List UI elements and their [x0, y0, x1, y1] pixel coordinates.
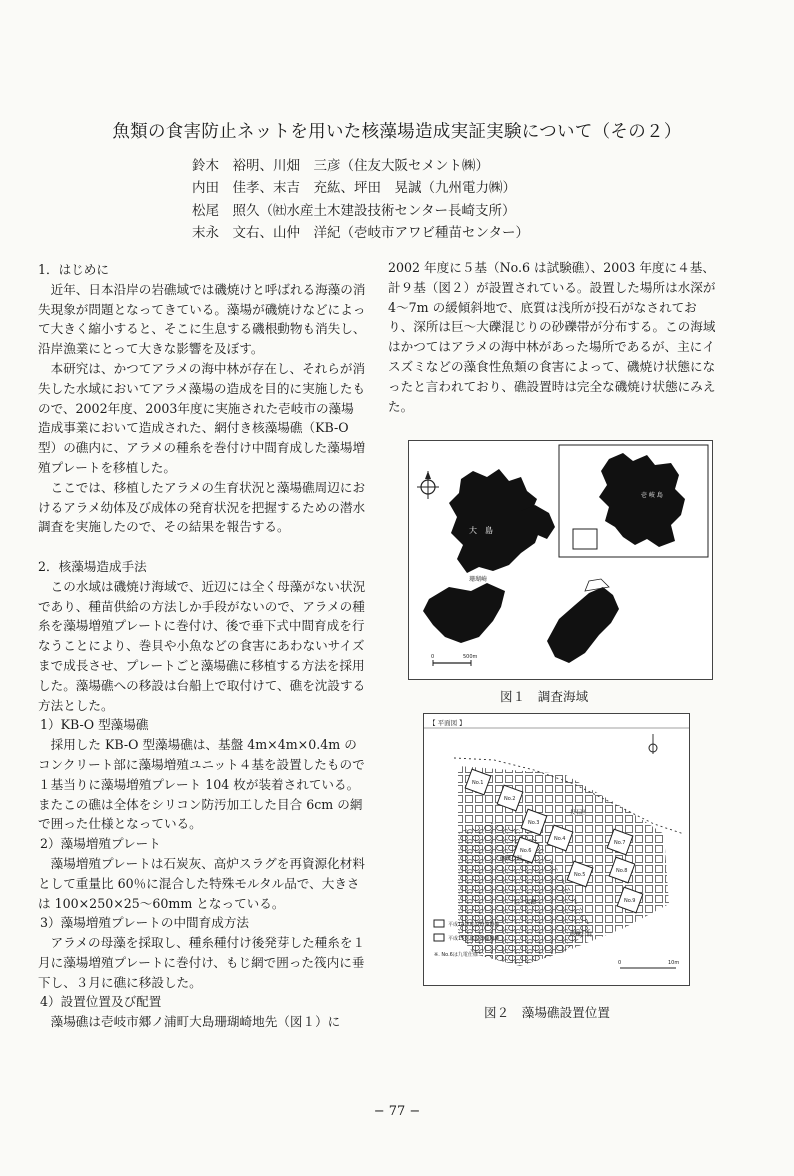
paragraph: アラメの母藻を採取し、種糸種付け後発芽した種糸を１月に藻場増殖プレートに巻付け、もじ網で囲った筏内に垂下し、３月に礁に移設した。 — [38, 935, 366, 990]
zone-label-kyoreki: 巨〜大礫 — [514, 900, 537, 906]
subsection-heading: 2）藻場増殖プレート — [40, 836, 161, 852]
paragraph: ここでは、移植したアラメの生育状況と藻場礁周辺におけるアラメ幼体及び成体の発育状況を把握するための潜水調査を実施したので、その結果を報告する。 — [38, 479, 366, 535]
figure2-caption: 図２ 藻場礁設置位置 — [484, 1005, 610, 1020]
svg-text:No.1: No.1 — [472, 780, 484, 786]
paragraph: 採用した KB-O 型藻場礁は、基盤 4m×4m×0.4m のコンクリート部に藻場増殖ユニット４基を設置したもので１基当りに藻場増殖プレート 104 枚が装着されている。またこの礁は全体をシリコン防汚加工した目合 6cm の網で囲った仕様となっている。 — [38, 737, 365, 832]
label-iki: 壱 岐 島 — [641, 492, 663, 499]
section-heading: 1．はじめに — [38, 262, 109, 277]
paragraph: この水域は磯焼け海域で、近辺には全く母藻がない状況であり、種苗供給の方法しか手段がないので、アラメの種糸を藻場増殖プレートに巻付け、後で垂下式中間育成を行なうことにより、巻貝や小魚などの食害にあわないサイズまで成長させ、プレートごと藻場礁に移植する方法を採用した。藻場礁への移設は台船上で取付けて、礁を沈設する方法とした。 — [38, 578, 366, 713]
paragraph: 藻場増殖プレートは石炭灰、高炉スラグを再資源化材料として重量比 60％に混合した特殊モルタル品で、大きさは 100×250×25〜60mm となっている。 — [38, 855, 365, 911]
section-heading: 2．核藻場造成手法 — [38, 558, 147, 574]
zone-label-sareki: 砂礫石混 — [500, 856, 523, 862]
paragraph: 近年、日本沿岸の岩礁域では磯焼けと呼ばれる海藻の消失現象が問題となってきている。藻場が磯焼けなどによって大きく縮小すると、そこに生息する磯根動物も消失し、沿岸漁業にとって大きな影響を及ぼす。 — [38, 281, 366, 357]
svg-text:No.9: No.9 — [624, 898, 636, 904]
subsection-heading: 3）藻場増殖プレートの中間育成方法 — [40, 915, 250, 931]
svg-text:No.5: No.5 — [574, 872, 586, 878]
label-sangozaki: 珊瑚崎 — [469, 576, 488, 583]
plan-graphic — [424, 714, 689, 985]
zone-label-toseki: 投石区 — [570, 810, 587, 816]
island-southwest-shape — [423, 583, 505, 643]
compass-icon — [417, 471, 439, 499]
label-oshima: 大 島 — [469, 526, 493, 535]
svg-text:No.7: No.7 — [614, 840, 626, 846]
svg-text:No.3: No.3 — [528, 820, 540, 826]
svg-text:No.8: No.8 — [616, 868, 628, 874]
author-line: 末永 文右、山仲 洋紀（壱岐市アワビ種苗センター） — [192, 224, 529, 241]
right-column — [388, 258, 720, 416]
subsection-heading: 4）設置位置及び配置 — [40, 994, 162, 1010]
inset-locator — [573, 529, 597, 549]
author-line: 内田 佳孝、末吉 充紘、坪田 晃誠（九州電力㈱） — [192, 180, 516, 197]
author-list — [192, 155, 529, 244]
figure-survey-area-map — [408, 440, 713, 680]
figure1-caption: 図１ 調査海域 — [500, 689, 589, 704]
scale-label-end: 500m — [463, 654, 478, 660]
author-line: 鈴木 裕明、川畑 三彦（住友大阪セメント㈱） — [192, 158, 489, 174]
plan-scale-end: 10m — [668, 960, 680, 966]
island-southeast-shape — [547, 587, 619, 663]
plan-scale-start: 0 — [618, 960, 622, 966]
author-line: 松尾 照久（㈳水産土木建設技術センター長崎支所） — [192, 202, 516, 219]
plan-header: 【 平面図 】 — [429, 719, 466, 727]
north-arrow-icon — [649, 734, 657, 754]
page-number: − 77 − — [373, 1104, 421, 1119]
map-graphic — [409, 441, 712, 679]
paper-title: 魚類の食害防止ネットを用いた核藻場造成実証実験について（その２） — [112, 122, 682, 142]
zone-label-sareki-2: 砂礫石混 — [570, 932, 593, 938]
figure-reef-placement — [423, 713, 690, 986]
paragraph: 本研究は、かつてアラメの海中林が存在し、それらが消失した水域においてアラメ藻場の造成を目的に実施したもので、2002年度、2003年度に実施された壱岐市の藻場造成事業において造成された、網付き核藻場礁（KB-O型）の礁内に、アラメの種糸を巻付け中間育成した藻場増殖プレートを移植した。 — [38, 360, 366, 475]
svg-text:No.2: No.2 — [504, 796, 516, 802]
subsection-heading: 1）KB-O 型藻場礁 — [40, 717, 149, 733]
scale-label-start: 0 — [431, 654, 435, 660]
paragraph: 2002 年度に５基（No.6 は試験礁）、2003 年度に４基、計９基（図２）が設置されている。設置した場所は水深が 4〜7m の緩傾斜地で、底質は浅所が投石がなされており、深所は巨〜大礫混じりの砂礫帯が分布する。この海域はかつてはアラメの海中林があった場所であるが、主にイスズミなどの藻食性魚類の食害によって、磯焼け状態になったと言われており、礁設置時は完全な磯焼け状態にみえた。 — [388, 260, 716, 414]
paragraph: 藻場礁は壱岐市郷ノ浦町大島珊瑚崎地先（図１）に — [50, 1014, 341, 1030]
left-column — [38, 260, 366, 1032]
svg-text:平成14年度設置藻場礁: 平成14年度設置藻場礁 — [448, 922, 500, 928]
svg-text:※. No.6は九電仕様: ※. No.6は九電仕様 — [434, 952, 478, 958]
svg-text:平成15年度設置藻場礁: 平成15年度設置藻場礁 — [448, 936, 500, 942]
svg-text:No.4: No.4 — [554, 836, 566, 842]
iki-island-shape — [599, 453, 685, 547]
svg-text:No.6: No.6 — [520, 848, 532, 854]
